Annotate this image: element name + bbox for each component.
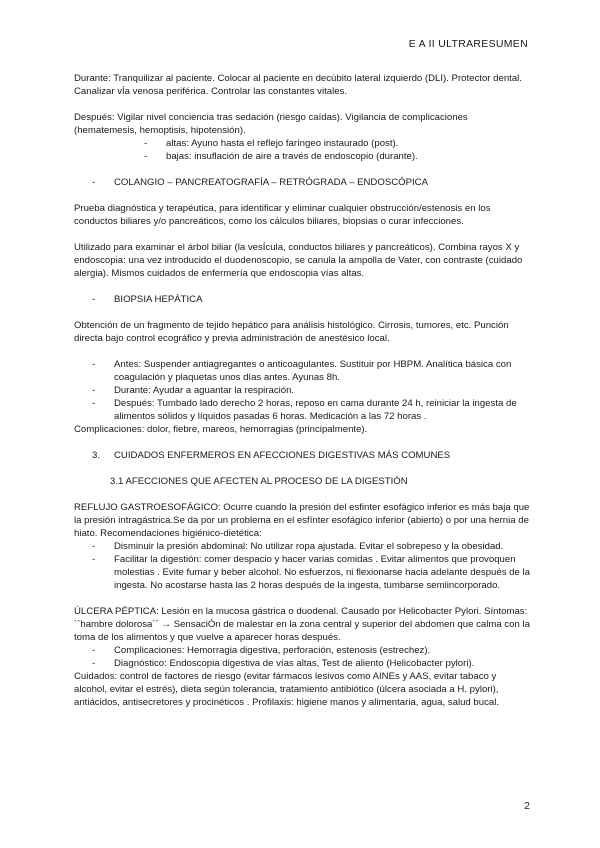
list-item: - Complicaciones: Hemorragia digestiva, perforación, estenosis (estrechez).	[92, 644, 532, 657]
durante-paragraph: Durante: Tranquilizar al paciente. Colocar al paciente en decúbito lateral izquierdo (DLI). Protector dental. Canalizar vÍa venosa periférica. Controlar las constantes vitales.	[74, 73, 522, 97]
list-item: - Diagnóstico: Endoscopia digestiva de vías altas, Test de aliento (Helicobacter pylori).	[92, 657, 532, 670]
list-item: - Después: Tumbado lado derecho 2 horas, reposo en cama durante 24 h, reiniciar la ingesta de alimentos sólidos y líquidos pasadas 6 horas. Medicación a las 72 horas .	[92, 397, 532, 423]
list-item: - Durante: Ayudar a aguantar la respiración.	[92, 384, 532, 397]
list-item: - altas: Ayuno hasta el reflejo faríngeo instaurado (post).	[144, 137, 532, 150]
section-3-title: CUIDADOS ENFERMEROS EN AFECCIONES DIGESTIVAS MÁS COMUNES	[114, 450, 451, 461]
colangio-paragraph-1: Prueba diagnóstica y terapéutica, para identificar y eliminar cualquier obstrucción/estenosis en los conductos biliares y/o pancreáticos, como los cálculos biliares, biopsias o curar infecciones.	[74, 203, 491, 227]
biopsia-paragraph: Obtención de un fragmento de tejido hepático para análisis histológico. Cirrosis, tumores, etc. Punción directa bajo control ecográfico y previa administración de anestésico local.	[74, 320, 509, 344]
page-number: 2	[524, 800, 530, 812]
colangio-heading: - COLANGIO – PANCREATOGRAFÍA – RETRÓGRADA – ENDOSCÓPICA	[92, 176, 532, 189]
despues-paragraph: Después: Vigilar nivel conciencia tras sedación (riesgo caídas). Vigilancia de complicaciones (hematemesis, hemoptisis, hipotensión).	[74, 112, 468, 136]
biopsia-complicaciones: Complicaciones: dolor, fiebre, mareos, hemorragias (principalmente).	[74, 424, 368, 435]
ulcera-list	[74, 644, 532, 670]
list-item: - Facilitar la digestión: comer despacio y hacer varias comidas . Evitar alimentos que provoquen molestias . Evite fumar y beber alcohol. No esfuerzos, ni flexionarse hacia adelante después de la ingesta. No acostarse hasta las 2 horas después de la ingesta, tumbarse semiincorporado.	[92, 553, 532, 592]
biopsia-heading: - BIOPSIA HEPÁTICA	[92, 293, 532, 306]
list-item: - bajas: insuflación de aire a través de endoscopio (durante).	[144, 150, 532, 163]
list-item: - Disminuir la presión abdominal: No utilizar ropa ajustada. Evitar el sobrepeso y la obesidad.	[92, 540, 532, 553]
page-content	[74, 72, 532, 709]
list-item: - Antes: Suspender antiagregantes o anticoagulantes. Sustituir por HBPM. Analítica básica con coagulación y plaquetas unos días antes. Ayunas 8h.	[92, 358, 532, 384]
section-3-1-heading: 3.1 AFECCIONES QUE AFECTEN AL PROCESO DE LA DIGESTIÓN	[110, 476, 408, 487]
ulcera-cuidados: Cuidados: control de factores de riesgo (evitar fármacos lesivos como AINEs y AAS, evitar tabaco y alcohol, evitar el estrés), dieta según tolerancia, tratamiento antibiótico (úlcera asociada a H. pylori), antiácidos, antisecretores y procinéticos . Profilaxis: higiene manos y alimentaria, agua, salud bucal.	[74, 671, 500, 708]
page-header: E A II ULTRARESUMEN	[408, 38, 528, 50]
reflujo-list	[74, 540, 532, 592]
biopsia-list	[74, 358, 532, 423]
reflujo-paragraph: REFLUJO GASTROESOFÁGICO: Ocurre cuando la presión del esfinter esofágico inferior es más baja que la presión intragástrica.Se da por un problema en el esfínter esofágico inferior (abierto) o por una hernia de hiato. Recomendaciones higiénico-dietética:	[74, 502, 530, 539]
section-3-number: 3.	[92, 450, 101, 461]
ulcera-paragraph: ÚLCERA PÉPTICA: Lesión en la mucosa gástrica o duodenal. Causado por Helicobacter Pylori. Síntomas: ``hambre dolorosa´´ → SensaciÓn de malestar en la zona central y superior del abdomen que calma con la toma de los alimentos y que vuelve a aparecer horas después.	[74, 606, 530, 643]
section-3-heading	[92, 449, 532, 462]
colangio-paragraph-2: Utilizado para examinar el árbol biliar (la vesÍcula, conductos biliares y pancreáticos). Combina rayos X y endoscopia: una vez introducido el duodenoscopio, se canula la ampolla de Vater, con contraste (cuidado alergia). Mismos cuidados de enfermería que endoscopia vías altas.	[74, 242, 523, 279]
despues-list	[74, 137, 532, 163]
